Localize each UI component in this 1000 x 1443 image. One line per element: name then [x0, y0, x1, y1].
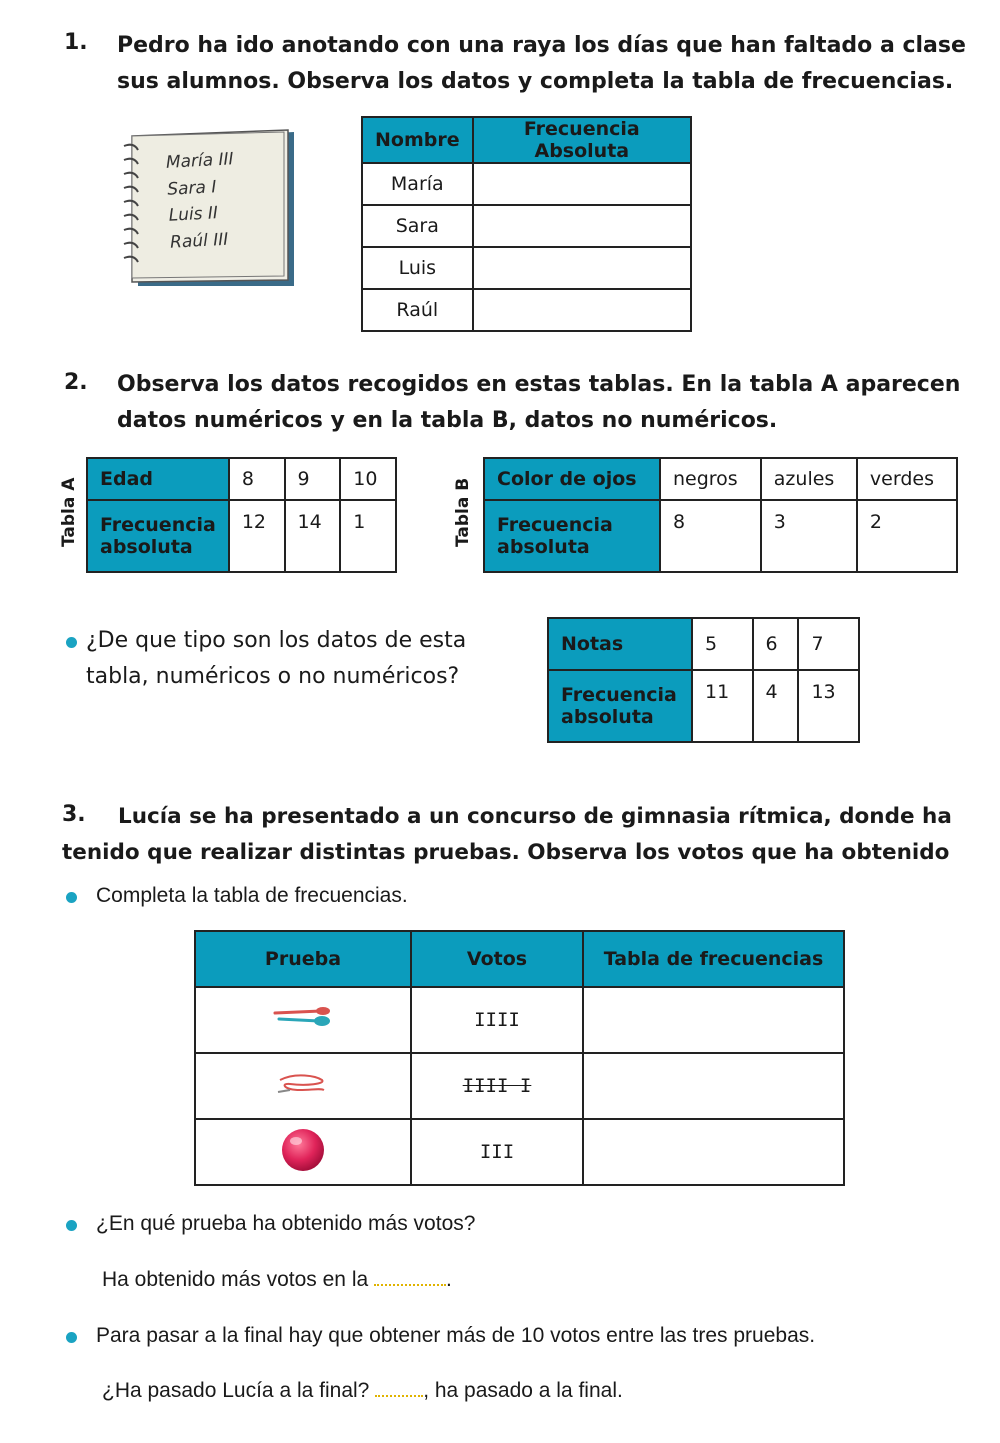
ex1-number: 1.: [64, 30, 88, 55]
value-cell: 6: [753, 618, 799, 670]
value-cell: 7: [798, 618, 859, 670]
ex3-table: [194, 930, 845, 1186]
value-cell: 14: [285, 500, 341, 572]
header-nombre: Nombre: [362, 117, 473, 163]
ex2-number: 2.: [64, 370, 88, 395]
notebook-line: Luis II: [168, 203, 219, 226]
ribbon-icon: [195, 1053, 411, 1119]
answer-2-text: Ha obtenido más votos en la: [102, 1268, 369, 1291]
ex1-instruction: Pedro ha ido anotando con una raya los días que han faltado a clase sus alumnos. Observa los datos y completa la tabla de frecuencias.: [117, 33, 966, 94]
color-ojos-header: Color de ojos: [484, 458, 660, 500]
votes-cell: III: [411, 1119, 583, 1185]
value-cell: 10: [340, 458, 396, 500]
header-frecuencia: Frecuencia Absoluta: [473, 117, 691, 163]
edad-header: Edad: [87, 458, 229, 500]
frecuencia-header: Frecuencia absoluta: [87, 500, 229, 572]
value-cell: 3: [761, 500, 857, 572]
value-cell: 4: [753, 670, 799, 742]
tally-five: IIII I: [462, 1075, 532, 1097]
row-name: Luis: [362, 247, 473, 289]
notebook-line: María III: [165, 149, 235, 173]
ex3-bullet-1: Completa la tabla de frecuencias.: [96, 884, 408, 907]
ex3-bullet-3: Para pasar a la final hay que obtener más de 10 votos entre las tres pruebas.: [96, 1324, 816, 1347]
ex1-frequency-table: [361, 116, 692, 332]
answer-2-end: .: [446, 1268, 452, 1291]
value-cell: 11: [692, 670, 753, 742]
answer-cell[interactable]: [583, 1119, 844, 1185]
table-notas: [547, 617, 860, 743]
header-prueba: Prueba: [195, 931, 411, 987]
answer-3-blank[interactable]: [375, 1395, 423, 1397]
value-cell: 12: [229, 500, 285, 572]
tabla-b-label: Tabla B: [453, 477, 473, 547]
frecuencia-header: Frecuencia absoluta: [548, 670, 692, 742]
notas-header: Notas: [548, 618, 692, 670]
row-name: Raúl: [362, 289, 473, 331]
answer-cell[interactable]: [473, 163, 691, 205]
value-cell: 2: [857, 500, 957, 572]
table-b: [483, 457, 958, 573]
tabla-a-label: Tabla A: [59, 477, 79, 547]
ex2-instruction: Observa los datos recogidos en estas tablas. En la tabla A aparecen datos numéricos y en la tabla B, datos no numéricos.: [117, 372, 961, 433]
header-votos: Votos: [411, 931, 583, 987]
ex3-number: 3.: [62, 802, 86, 827]
answer-2-blank[interactable]: [374, 1284, 446, 1286]
table-a: [86, 457, 397, 573]
bullet-icon: [66, 1332, 77, 1343]
answer-cell[interactable]: [583, 1053, 844, 1119]
ex3-bullet-2: ¿En qué prueba ha obtenido más votos?: [96, 1212, 476, 1235]
row-name: María: [362, 163, 473, 205]
value-cell: 5: [692, 618, 753, 670]
answer-3-end: , ha pasado a la final.: [423, 1379, 623, 1402]
notebook-line: Raúl III: [169, 229, 229, 253]
value-cell: 8: [660, 500, 761, 572]
answer-cell[interactable]: [583, 987, 844, 1053]
bullet-icon: [66, 637, 77, 648]
ex3-instruction: Lucía se ha presentado a un concurso de gimnasia rítmica, donde ha tenido que realizar distintas pruebas. Observa los votos que ha obtenido: [62, 804, 952, 865]
ex2-question: ¿De que tipo son los datos de esta tabla, numéricos o no numéricos?: [86, 628, 467, 689]
value-cell: 8: [229, 458, 285, 500]
value-cell: verdes: [857, 458, 957, 500]
value-cell: 9: [285, 458, 341, 500]
row-name: Sara: [362, 205, 473, 247]
answer-cell[interactable]: [473, 247, 691, 289]
ex3-answer-3: [102, 1379, 623, 1403]
answer-cell[interactable]: [473, 289, 691, 331]
value-cell: 13: [798, 670, 859, 742]
value-cell: negros: [660, 458, 761, 500]
frecuencia-header: Frecuencia absoluta: [484, 500, 660, 572]
value-cell: azules: [761, 458, 857, 500]
notebook-image: [118, 128, 298, 293]
bullet-icon: [66, 892, 77, 903]
bullet-icon: [66, 1220, 77, 1231]
notebook-line: Sara I: [166, 176, 217, 200]
votes-cell: IIII: [411, 987, 583, 1053]
ball-icon: [195, 1119, 411, 1185]
clubs-icon: [195, 987, 411, 1053]
votes-cell: [411, 1053, 583, 1119]
ex3-answer-2: [102, 1268, 452, 1292]
value-cell: 1: [340, 500, 396, 572]
answer-3-question: ¿Ha pasado Lucía a la final?: [102, 1379, 370, 1402]
header-tabla-frecuencias: Tabla de frecuencias: [583, 931, 844, 987]
answer-cell[interactable]: [473, 205, 691, 247]
